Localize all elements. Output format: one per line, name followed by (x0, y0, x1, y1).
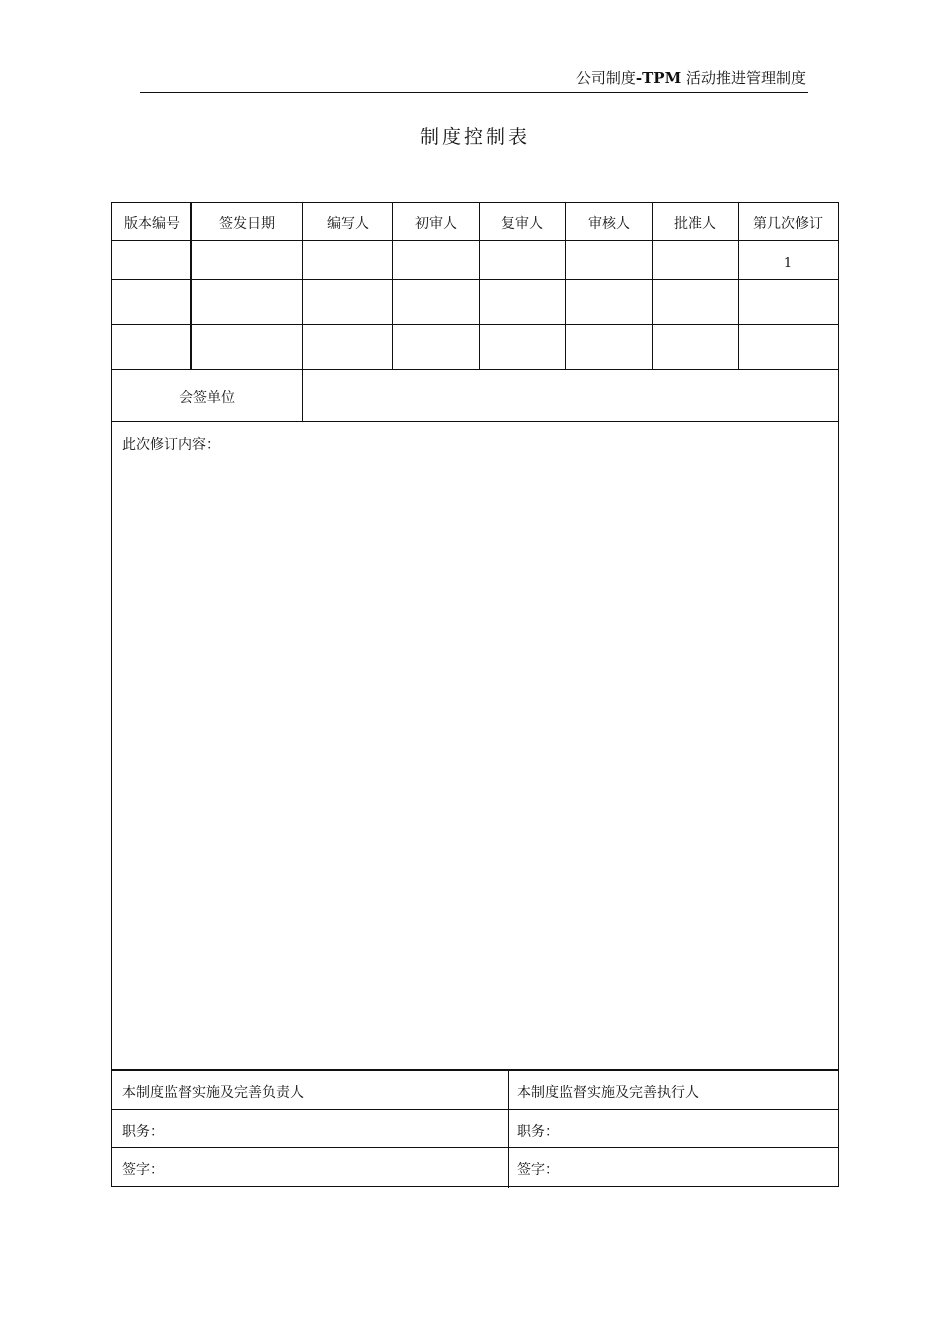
col-header-first-reviewer: 初审人 (415, 216, 457, 232)
revision-number-cell: 1 (783, 256, 793, 271)
document-title: 制度控制表 (419, 126, 530, 148)
row-divider (112, 369, 838, 370)
row-divider (112, 1109, 838, 1110)
col-divider (302, 203, 303, 421)
header-title (576, 68, 806, 88)
control-table (111, 202, 839, 1187)
left-signature-label: 签字： (122, 1162, 164, 1178)
col-divider (479, 203, 480, 369)
revision-content-label: 此次修订内容： (122, 437, 220, 453)
col-divider (565, 203, 566, 369)
right-signature-label: 签字： (517, 1162, 559, 1178)
col-divider (508, 1069, 509, 1188)
left-signoff-heading: 本制度监督实施及完善负责人 (122, 1085, 304, 1101)
right-position-label: 职务： (517, 1124, 559, 1140)
col-header-revision-number: 第几次修订 (753, 216, 823, 232)
col-divider (190, 203, 192, 369)
right-signoff-heading: 本制度监督实施及完善执行人 (517, 1085, 699, 1101)
countersign-label: 会签单位 (179, 390, 235, 406)
header-suffix: 活动推进管理制度 (685, 69, 806, 87)
col-header-approver: 批准人 (674, 216, 716, 232)
row-divider (112, 240, 838, 241)
row-divider (112, 324, 838, 325)
header-bold-part: -TPM (635, 69, 682, 87)
col-divider (652, 203, 653, 369)
page-header (140, 68, 808, 93)
col-header-second-reviewer: 复审人 (501, 216, 543, 232)
row-divider (112, 1069, 838, 1071)
left-position-label: 职务： (122, 1124, 164, 1140)
col-divider (392, 203, 393, 369)
row-divider (112, 279, 838, 280)
col-header-auditor: 审核人 (588, 216, 630, 232)
header-prefix: 公司制度 (575, 69, 636, 87)
col-header-author: 编写人 (327, 216, 369, 232)
col-header-version: 版本编号 (124, 216, 180, 232)
col-header-issue-date: 签发日期 (219, 216, 275, 232)
row-divider (112, 421, 838, 422)
col-divider (738, 203, 739, 369)
row-divider (112, 1147, 838, 1148)
